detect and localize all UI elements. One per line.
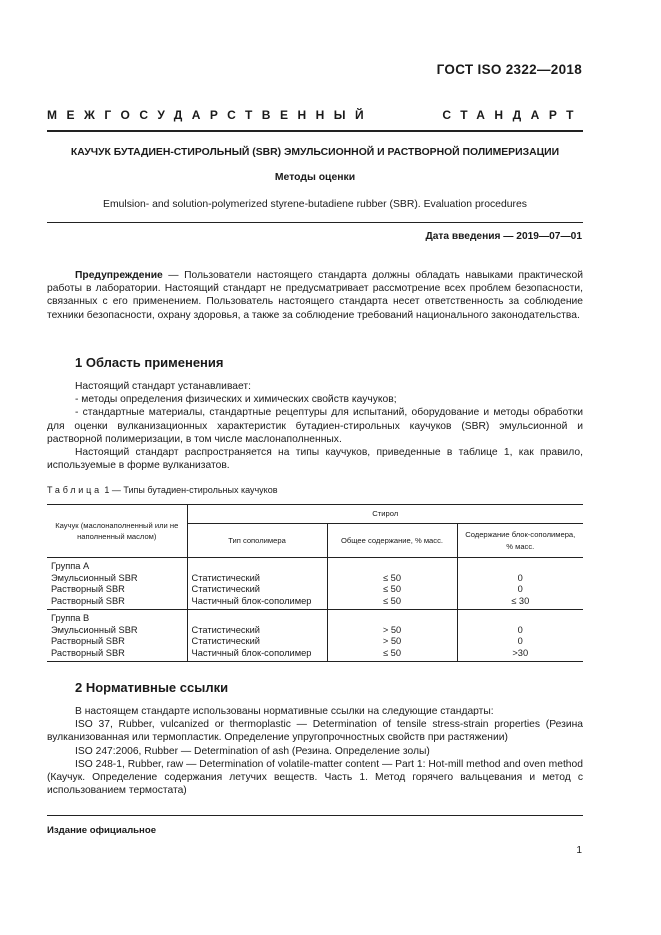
table-caption-word: Таблица (47, 485, 102, 495)
table-cell-total: ≤ 50 (327, 596, 457, 610)
table-row (47, 584, 583, 596)
table-caption-text: 1 — Типы бутадиен-стирольных каучуков (101, 485, 278, 495)
warning-label: Предупреждение (75, 270, 163, 281)
table-cell-type: Статистический (187, 625, 327, 637)
official-edition-label: Издание официальное (47, 825, 157, 836)
table-cell-block: ≤ 30 (457, 596, 583, 610)
table-cell-block: 0 (517, 572, 523, 583)
table-header-total-content: Общее содержание, % масс. (327, 524, 457, 558)
table-cell-block: 0 (517, 624, 523, 635)
header-divider (47, 130, 583, 132)
table-cell-type: Частичный блок-сополимер (187, 596, 327, 610)
introduction-date: Дата введения — 2019—07—01 (425, 231, 582, 242)
table-header-rubber: Каучук (маслонаполненный или не наполненный маслом) (47, 505, 187, 558)
document-subtitle: Методы оценки (274, 172, 356, 183)
table-group-label: Группа В (47, 610, 187, 625)
table-cell-total: > 50 (327, 625, 457, 637)
document-title-english: Emulsion- and solution-polymerized styrene-butadiene rubber (SBR). Evaluation procedures (103, 199, 527, 210)
section-1-line: - методы определения физических и химических свойств каучуков; (75, 394, 397, 406)
table-group-label: Группа А (47, 558, 187, 573)
section-2-line: В настоящем стандарте использованы нормативные ссылки на следующие стандарты: (75, 706, 494, 717)
table-1-caption (47, 485, 278, 495)
table-1 (47, 504, 583, 662)
table-cell-type: Статистический (187, 584, 327, 596)
table-row (47, 596, 583, 610)
table-cell-block: 0 (517, 636, 523, 646)
table-cell-rubber: Растворный SBR (47, 648, 187, 662)
table-cell-type: Статистический (187, 636, 327, 648)
table-cell-rubber: Эмульсионный SBR (47, 573, 187, 585)
table-header-copolymer-type: Тип сополимера (187, 524, 327, 558)
table-row (47, 625, 583, 637)
table-cell-total: ≤ 50 (327, 573, 457, 585)
table-header-block-content: Содержание блок-сополимера, % масс. (457, 524, 583, 558)
title-divider (47, 222, 583, 223)
table-row (47, 648, 583, 662)
document-code: ГОСТ ISO 2322—2018 (436, 62, 582, 77)
table-cell-block: 0 (517, 584, 523, 594)
table-cell-total: > 50 (327, 636, 457, 648)
table-cell-total: ≤ 50 (327, 648, 457, 662)
table-row (47, 558, 583, 573)
section-1-heading: 1 Область применения (75, 355, 224, 370)
section-1-body (47, 380, 583, 472)
warning-text: — Пользователи настоящего стандарта должны обладать навыками практической работы в лаборатории. Настоящий стандарт не предусматривает рассмотрение всех проблем безопасности, связанных с его применением. Пользователь настоящего стандарта несет ответственность за соблюдение техники безопасности, охрану здоровья, а также за соблюдение требований национального законодательства. (47, 270, 583, 321)
table-row (47, 610, 583, 625)
standard-word-standard: СТАНДАРТ (442, 108, 583, 122)
standard-word-interstate: МЕЖГОСУДАРСТВЕННЫЙ (47, 108, 374, 122)
table-row (47, 636, 583, 648)
footer-divider (47, 815, 583, 816)
section-2-line: ISO 248-1, Rubber, raw — Determination of volatile-matter content — Part 1: Hot-mill method and oven method (Каучук. Определение содержания летучих веществ. Часть 1. Метод горячего вальцевания и метод с использованием термостата) (47, 758, 583, 797)
table-cell-total: ≤ 50 (327, 584, 457, 596)
page-number: 1 (576, 845, 582, 856)
table-cell-type: Статистический (187, 573, 327, 585)
table-cell-block: >30 (457, 648, 583, 662)
table-header-styrene: Стирол (187, 505, 583, 524)
section-1-line: Настоящий стандарт устанавливает: (75, 381, 251, 392)
table-cell-rubber: Растворный SBR (47, 596, 187, 610)
table-cell-rubber: Растворный SBR (47, 636, 187, 648)
section-2-line: ISO 37, Rubber, vulcanized or thermoplastic — Determination of tensile stress-strain properties (Резина вулканизованная или термопластик. Определение упругопрочностных свойств при растяжении) (47, 719, 583, 744)
section-2-line: ISO 247:2006, Rubber — Determination of ash (Резина. Определение золы) (75, 745, 430, 757)
table-row (47, 573, 583, 585)
table-cell-rubber: Эмульсионный SBR (47, 625, 187, 637)
table-cell-rubber: Растворный SBR (47, 584, 187, 596)
section-2-body (47, 705, 583, 797)
table-cell-type: Частичный блок-сополимер (187, 648, 327, 662)
warning-paragraph (47, 269, 583, 322)
section-1-line: - стандартные материалы, стандартные рецептуры для испытаний, оборудование и методы обработки для оценки вулканизационных характеристик бутадиен-стирольных каучуков (SBR) эмульсионной и растворной полимеризации, в том числе маслонаполненных. (47, 407, 583, 445)
section-1-line: Настоящий стандарт распространяется на типы каучуков, приведенные в таблице 1, как правило, используемые в форме вулканизатов. (47, 447, 583, 472)
document-title: КАУЧУК БУТАДИЕН-СТИРОЛЬНЫЙ (SBR) ЭМУЛЬСИОННОЙ И РАСТВОРНОЙ ПОЛИМЕРИЗАЦИИ (70, 147, 560, 158)
section-2-heading: 2 Нормативные ссылки (75, 680, 229, 695)
